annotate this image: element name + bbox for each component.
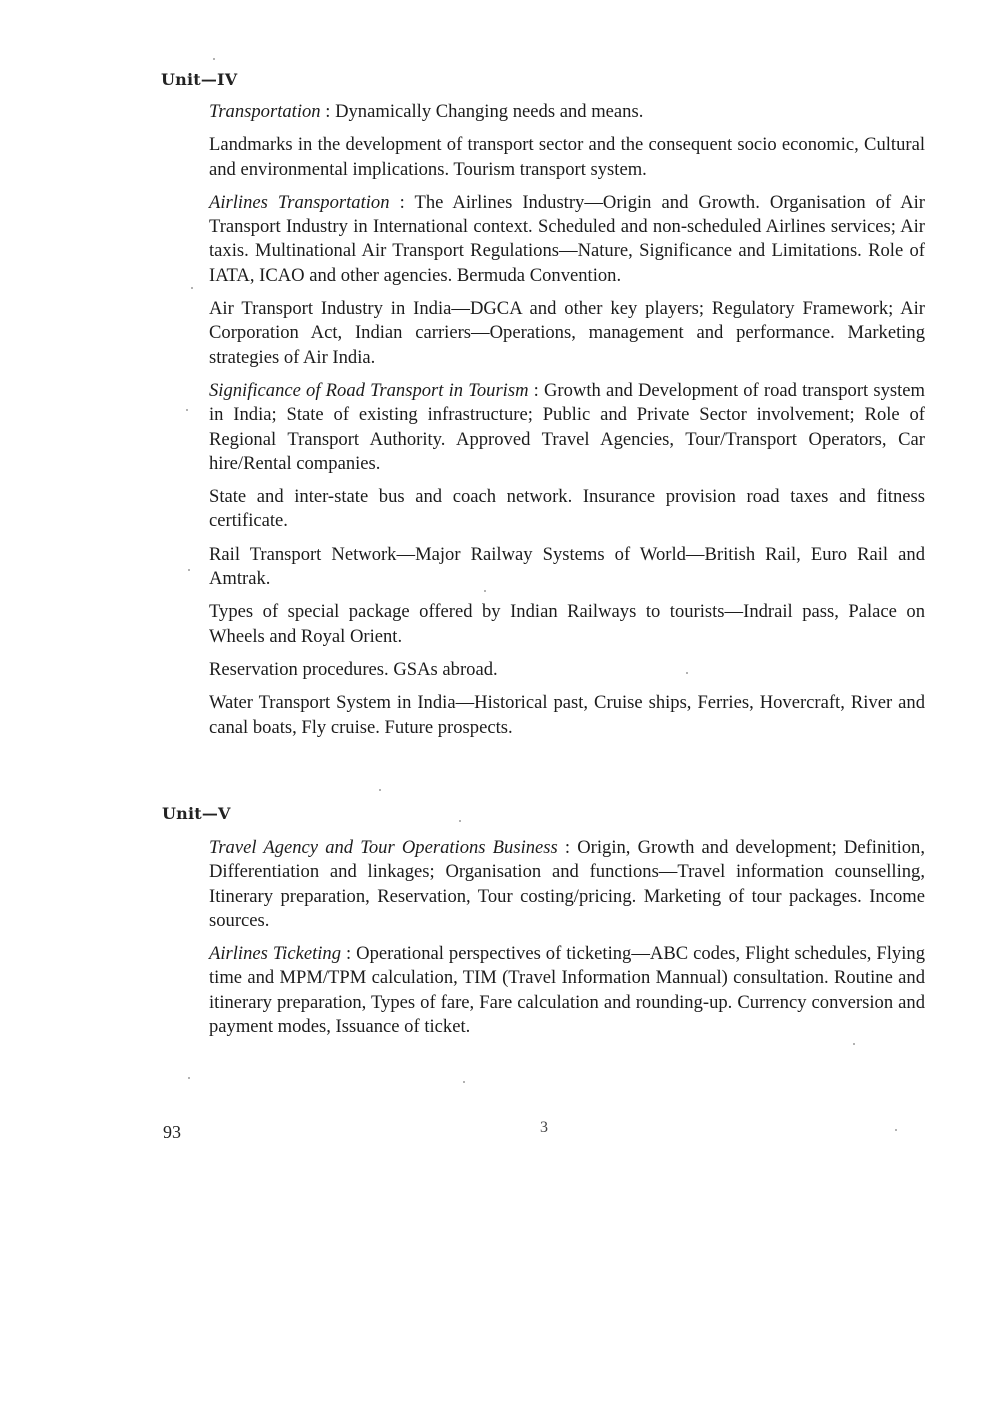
- paragraph: [209, 543, 925, 592]
- paragraph-text: Operational perspectives of ticketing—ABC codes, Flight schedules, Flying time and MPM/TPM calculation, TIM (Travel Information Mannual) consultation. Routine and itinerary preparation, Types of fare, Fare calculation and rounding-up. Currency conversion and payment modes, Issuance of ticket.: [209, 943, 925, 1038]
- paragraph: [209, 691, 925, 740]
- scan-speck: [484, 590, 486, 592]
- paragraph-separator: :: [320, 101, 336, 122]
- paragraph-text: State and inter-state bus and coach network. Insurance provision road taxes and fitness certificate.: [209, 486, 925, 532]
- paragraph: [209, 836, 925, 933]
- paragraph-text: Origin, Growth and development; Definition, Differentiation and linkages; Organisation and functions—Travel information counselling, Itinerary preparation, Reservation, Tour costing/pricing. Marketing of tour packages. Income sources.: [209, 837, 925, 931]
- unit-v-content: [209, 836, 925, 1048]
- paragraph: [209, 100, 925, 124]
- paragraph-separator: :: [557, 837, 578, 858]
- paragraph: [209, 191, 925, 288]
- paragraph-text: Air Transport Industry in India—DGCA and other key players; Regulatory Framework; Air Corporation Act, Indian carriers—Operations, management and performance. Marketing strategies of Air India.: [209, 298, 925, 368]
- paragraph-text: Reservation procedures. GSAs abroad.: [209, 658, 498, 680]
- scan-speck: [459, 820, 461, 822]
- paragraph: [209, 297, 925, 370]
- scan-speck: [379, 789, 381, 791]
- scan-speck: [188, 1077, 190, 1079]
- paragraph: [209, 658, 925, 682]
- paragraph-text: Growth and Development of road transport system in India; State of existing infrastructure; Public and Private Sector involvement; Role of Regional Transport Authority. Approved Travel Agencies, Tour/Transport Operators, Car hire/Rental companies.: [209, 379, 925, 474]
- paragraph-text: Rail Transport Network—Major Railway Systems of World—British Rail, Euro Rail and Amtrak.: [209, 543, 925, 590]
- paragraph-text: Landmarks in the development of transport sector and the consequent socio economic, Cultural and environmental implications. Tourism transport system.: [209, 134, 925, 180]
- center-page-mark: 3: [540, 1119, 548, 1136]
- paragraph-lead: Transportation: [209, 101, 321, 122]
- scan-speck: [186, 409, 188, 411]
- paragraph: [209, 942, 925, 1039]
- scan-speck: [191, 287, 193, 289]
- paragraph-lead: Travel Agency and Tour Operations Business: [209, 837, 558, 858]
- page-number: 93: [163, 1122, 181, 1142]
- unit-iv-heading: Unit—IV: [161, 70, 238, 89]
- paragraph: [209, 379, 925, 476]
- scan-speck: [853, 1043, 855, 1045]
- paragraph-lead: Airlines Ticketing: [209, 943, 342, 965]
- paragraph: [209, 600, 925, 649]
- paragraph-separator: :: [528, 379, 544, 401]
- scan-speck: [686, 672, 688, 674]
- paragraph-text: Types of special package offered by Indian Railways to tourists—Indrail pass, Palace on Wheels and Royal Orient.: [209, 601, 925, 647]
- paragraph-lead: Significance of Road Transport in Tourism: [209, 379, 529, 401]
- scan-speck: [463, 1081, 465, 1083]
- paragraph-text: Water Transport System in India—Historical past, Cruise ships, Ferries, Hovercraft, River and canal boats, Fly cruise. Future prospects.: [209, 692, 925, 738]
- scan-speck: [895, 1129, 897, 1131]
- unit-v-heading: Unit—V: [162, 804, 231, 823]
- paragraph-text: Dynamically Changing needs and means.: [335, 101, 644, 122]
- paragraph: [209, 133, 925, 182]
- paragraph-lead: Airlines Transportation: [209, 191, 390, 213]
- paragraph-text: The Airlines Industry—Origin and Growth. Organisation of Air Transport Industry in International context. Scheduled and non-scheduled Airlines services; Air taxis. Multinational Air Transport Regulations—Nature, Significance and Limitations. Role of IATA, ICAO and other agencies. Bermuda Convention.: [209, 191, 925, 286]
- scan-speck: [188, 569, 190, 571]
- paragraph-separator: :: [389, 191, 415, 213]
- paragraph-separator: :: [341, 943, 357, 965]
- paragraph: [209, 485, 925, 534]
- scan-speck: [213, 58, 215, 60]
- unit-iv-content: [209, 100, 925, 749]
